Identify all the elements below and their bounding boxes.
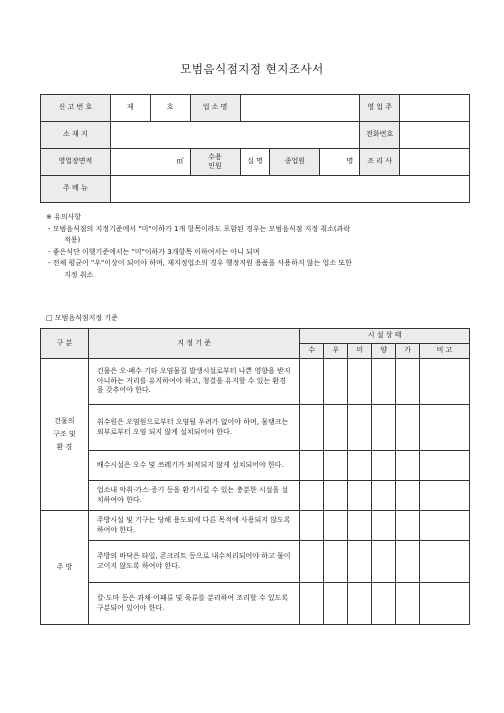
grade-cell[interactable] xyxy=(372,541,396,583)
label-applicant-no: 신 고 번 호 xyxy=(41,95,111,122)
remark-cell[interactable] xyxy=(420,405,470,451)
table-row xyxy=(41,359,470,405)
phone-value[interactable] xyxy=(400,122,470,149)
criteria-text: 주방의 바닥은 타일, 콘크리트 등으로 내수처리되어야 하고 물이 고이지 않도록 하여야 한다. xyxy=(88,541,299,583)
criteria-text: 업소내 악취·가스·증기 등을 환기시킬 수 있는 충분한 시설을 설치하여야 한다. xyxy=(88,481,299,511)
grade-header: 수 xyxy=(300,344,324,359)
grade-cell[interactable] xyxy=(348,405,372,451)
grade-cell[interactable] xyxy=(300,405,324,451)
header-category: 구 분 xyxy=(41,329,89,359)
criteria-text: 건물은 오·폐수 기타 오염물질 발생시설로부터 나쁜 영향을 받지 아니하는 거리를 유지하여야 하고, 청결을 유지할 수 있는 환경을 갖추어야 한다. xyxy=(88,359,299,405)
note-line: - 전체 평균이 "우"이상이 되어야 하며, 재지정업소의 경우 행정지원 용품을 사용하지 않는 업소 또한 xyxy=(48,259,352,268)
label-phone: 전화번호 xyxy=(360,122,400,149)
grade-cell[interactable] xyxy=(324,359,348,405)
grade-cell[interactable] xyxy=(324,541,348,583)
criteria-table xyxy=(40,328,470,625)
label-cook: 조 리 사 xyxy=(360,149,400,176)
grade-cell[interactable] xyxy=(372,451,396,481)
remark-cell[interactable] xyxy=(420,451,470,481)
category-building: 건물의 구조 및 환 경 xyxy=(41,359,89,511)
grade-cell[interactable] xyxy=(300,583,324,625)
grade-cell[interactable] xyxy=(300,541,324,583)
grade-cell[interactable] xyxy=(324,481,348,511)
info-table xyxy=(40,94,470,203)
notes-heading: ※ 유의사항 xyxy=(46,213,82,221)
table-row xyxy=(41,511,470,541)
grade-cell[interactable] xyxy=(372,359,396,405)
grade-cell[interactable] xyxy=(300,359,324,405)
grade-header: 비 고 xyxy=(420,344,470,359)
area-unit: ㎡ xyxy=(110,149,190,176)
remark-cell[interactable] xyxy=(420,541,470,583)
grade-cell[interactable] xyxy=(300,511,324,541)
label-business-name: 업 소 명 xyxy=(190,95,240,122)
label-owner: 영 업 주 xyxy=(360,95,400,122)
no-suffix: 호 xyxy=(150,95,190,122)
grade-cell[interactable] xyxy=(396,481,420,511)
grade-cell[interactable] xyxy=(348,583,372,625)
label-capacity: 수용 인원 xyxy=(190,149,240,176)
grade-cell[interactable] xyxy=(396,583,420,625)
grade-cell[interactable] xyxy=(348,511,372,541)
header-criteria: 지 정 기 준 xyxy=(88,329,299,359)
grade-cell[interactable] xyxy=(324,405,348,451)
remark-cell[interactable] xyxy=(420,583,470,625)
table-row xyxy=(41,583,470,625)
table-row xyxy=(41,405,470,451)
label-employees: 종업원 xyxy=(270,149,320,176)
label-address: 소 재 지 xyxy=(41,122,111,149)
capacity-suffix: 실 명 xyxy=(240,149,270,176)
grade-cell[interactable] xyxy=(372,405,396,451)
cook-value[interactable] xyxy=(400,149,470,176)
grade-cell[interactable] xyxy=(348,451,372,481)
label-area: 영업장면적 xyxy=(41,149,111,176)
grade-cell[interactable] xyxy=(324,583,348,625)
grade-cell[interactable] xyxy=(300,451,324,481)
note-line: 지정 취소 xyxy=(64,270,94,279)
grade-cell[interactable] xyxy=(324,451,348,481)
header-status: 시 설 상 태 xyxy=(300,329,470,344)
category-kitchen: 주 방 xyxy=(41,511,89,625)
note-line: - 모범음식점의 지정기준에서 "미"이하가 1개 항목이라도 포함된 경우는 모범음식점 지정 취소(과락 xyxy=(48,224,351,233)
note-line: 적용) xyxy=(64,236,81,245)
grade-cell[interactable] xyxy=(324,511,348,541)
grade-header: 양 xyxy=(372,344,396,359)
address-value[interactable] xyxy=(110,122,359,149)
section-title: □ 모범음식점지정 기준 xyxy=(46,314,118,322)
document-title: 모범음식점지정 현지조사서 xyxy=(180,62,324,76)
table-row xyxy=(41,481,470,511)
grade-cell[interactable] xyxy=(372,481,396,511)
criteria-text: 주방시설 및 기구는 당해 용도외에 다른 목적에 사용되지 않도록 하여야 한다. xyxy=(88,511,299,541)
grade-cell[interactable] xyxy=(348,541,372,583)
grade-cell[interactable] xyxy=(300,481,324,511)
no-prefix: 제 xyxy=(110,95,150,122)
criteria-text: 배수시설은 오수 및 쓰레기가 퇴적되지 않게 설치되어야 한다. xyxy=(88,451,299,481)
criteria-text: 취수원은 오염원으로부터 오염될 우려가 없어야 하며, 물탱크는 외부로부터 오염 되지 않게 설치되어야 한다. xyxy=(88,405,299,451)
label-menu: 주 메 뉴 xyxy=(41,176,111,203)
grade-cell[interactable] xyxy=(396,541,420,583)
grade-cell[interactable] xyxy=(396,359,420,405)
grade-cell[interactable] xyxy=(372,583,396,625)
notes-block xyxy=(46,212,470,281)
table-row xyxy=(41,451,470,481)
grade-cell[interactable] xyxy=(396,451,420,481)
grade-header: 가 xyxy=(396,344,420,359)
grade-cell[interactable] xyxy=(348,481,372,511)
criteria-text: 칼·도마 등은 과채·어패류 및 육류를 분리하여 조리할 수 있도록 구분되어 있어야 한다. xyxy=(88,583,299,625)
grade-cell[interactable] xyxy=(372,511,396,541)
owner-value[interactable] xyxy=(400,95,470,122)
remark-cell[interactable] xyxy=(420,359,470,405)
grade-cell[interactable] xyxy=(396,511,420,541)
grade-cell[interactable] xyxy=(396,405,420,451)
note-line: - 좋은식단 이행기준에서는 "미"이하가 3개항목 이하여서는 아니 되며 xyxy=(48,247,260,256)
remark-cell[interactable] xyxy=(420,481,470,511)
menu-value[interactable] xyxy=(110,176,469,203)
grade-header: 우 xyxy=(324,344,348,359)
grade-header: 미 xyxy=(348,344,372,359)
grade-cell[interactable] xyxy=(348,359,372,405)
table-row xyxy=(41,541,470,583)
employees-unit: 명 xyxy=(320,149,360,176)
business-name-value[interactable] xyxy=(240,95,360,122)
remark-cell[interactable] xyxy=(420,511,470,541)
